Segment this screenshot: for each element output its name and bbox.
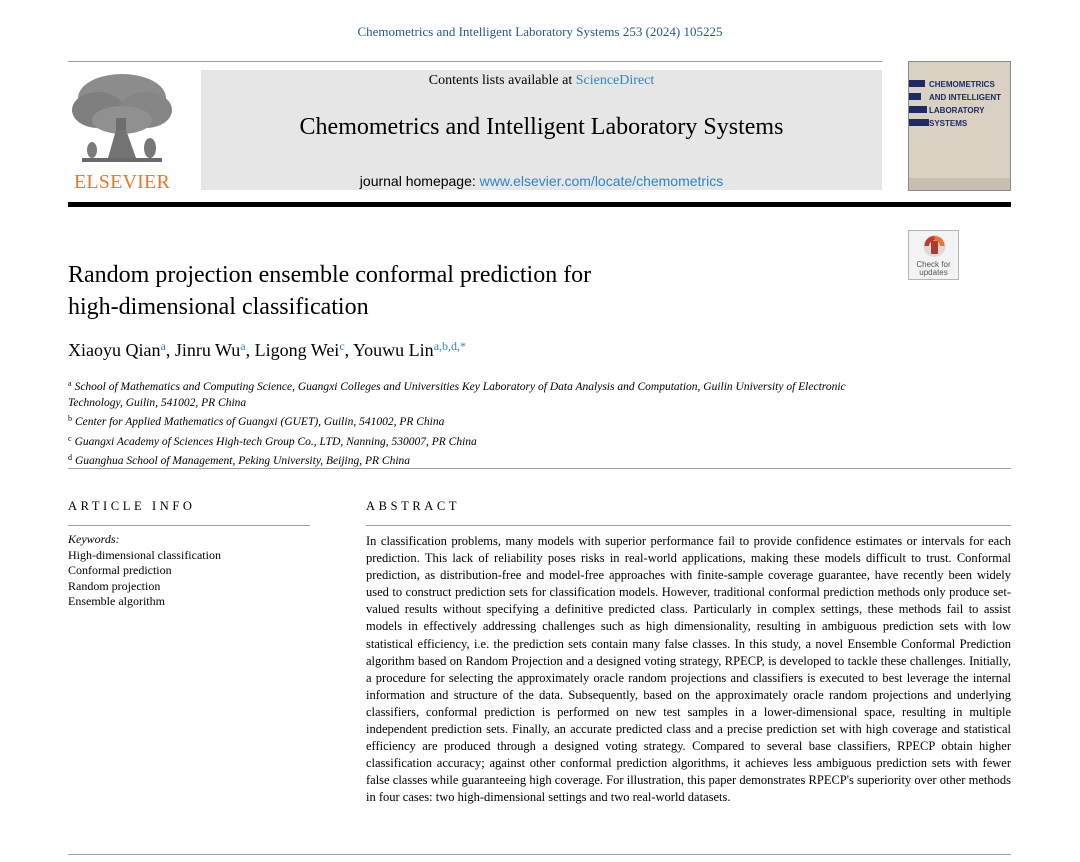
author-list — [68, 339, 466, 361]
affiliation-text: Guanghua School of Management, Peking University, Beijing, PR China — [75, 455, 411, 467]
keyword-item: Conformal prediction — [68, 563, 172, 577]
affiliation-mark: a — [68, 379, 72, 388]
author-name[interactable]: Ligong Wei — [254, 340, 340, 360]
contents-prefix: Contents lists available at — [428, 73, 576, 88]
publisher-wordmark: ELSEVIER — [73, 171, 171, 193]
abstract-text: In classification problems, many models with superior performance fail to provide confidence estimates or intervals for each prediction. This lack of reliability poses risks in real-world applications, making these models difficult to trust. Conformal prediction, as distribution-free and model-free approaches with finite-sample coverage guarantee, have recently been widely used to construct prediction sets for classification models. However, traditional conformal prediction methods only produce set-valued results without specifying a definitive predicted class. Particularly in complex settings, these methods fail to assist models in effectively addressing challenges such as high dimensionality, resulting in ambiguous prediction sets with low statistical efficiency, i.e. the prediction sets contain many false classes. In this study, a novel Ensemble Conformal Prediction algorithm based on Random Projection and a designed voting strategy, RPECP, is developed to tackle these challenges. Initially, a procedure for selecting the approximately oracle random projections and classifiers is executed to best leverage the internal information and structure of the data. Subsequently, based on the approximately oracle random projections and underlying classifiers, conformal prediction is performed on new test samples in a lower-dimensional space, resulting in multiple independent prediction sets. Finally, an accurate predicted class and a precise prediction set with high coverage and statistical efficiency are produced through a designed voting strategy. Compared to several base classifiers, RPECP obtain higher classification accuracy; against other conformal prediction algorithms, it achieves less ambiguous prediction sets with fewer false classes while guaranteeing high coverage. For illustration, this paper demonstrates RPECP's superiority over other methods in four cases: two high-dimensional settings and two real-world datasets. — [366, 534, 1011, 805]
badge-line2: updates — [919, 268, 948, 277]
cover-title-line: SYSTEMS — [929, 119, 968, 128]
cover-title — [929, 78, 1001, 130]
keywords-label: Keywords: — [68, 532, 120, 546]
author-separator: , — [344, 340, 353, 360]
keywords-block — [68, 532, 308, 610]
affiliation-text: Center for Applied Mathematics of Guangxi (GUET), Guilin, 541002, PR China — [75, 416, 445, 428]
author-name[interactable]: Xiaoyu Qian — [68, 340, 161, 360]
contents-available-line — [201, 73, 882, 89]
author-affiliation-marks[interactable]: c — [339, 339, 345, 353]
check-for-updates-label — [909, 261, 958, 277]
journal-homepage-link[interactable]: www.elsevier.com/locate/chemometrics — [479, 173, 724, 189]
cover-title-line: CHEMOMETRICS — [929, 80, 995, 89]
author-name[interactable]: Youwu Lin — [352, 340, 434, 360]
cover-footer-band — [909, 178, 1010, 190]
article-info-rule — [68, 525, 310, 526]
journal-homepage-line — [201, 173, 882, 189]
journal-citation-link[interactable]: Chemometrics and Intelligent Laboratory Systems 253 (2024) 105225 — [357, 24, 723, 39]
keyword-item: Ensemble algorithm — [68, 594, 165, 608]
cover-stripe — [909, 93, 921, 100]
cover-title-line: LABORATORY — [929, 106, 985, 115]
section-divider — [68, 468, 1011, 469]
journal-cover-thumbnail[interactable] — [908, 61, 1011, 191]
check-for-updates-badge[interactable] — [908, 230, 959, 280]
author-separator: , — [165, 340, 175, 360]
cover-stripe — [909, 106, 927, 113]
affiliation-mark: b — [68, 414, 72, 423]
article-title-line2: high-dimensional classification — [68, 294, 369, 320]
cover-stripe — [909, 119, 929, 126]
affiliation-mark: d — [68, 453, 72, 462]
journal-banner — [201, 70, 882, 190]
keyword-item: High-dimensional classification — [68, 547, 221, 562]
affiliation-list — [68, 376, 898, 470]
keyword-item: Random projection — [68, 578, 161, 593]
affiliation-mark: c — [68, 433, 72, 443]
affiliation-text: Guangxi Academy of Sciences High-tech Group Co., LTD, Nanning, 530007, PR China — [74, 435, 477, 448]
masthead-top-rule — [68, 61, 882, 62]
article-info-heading: ARTICLE INFO — [68, 499, 196, 513]
abstract-rule — [366, 525, 1011, 526]
author-affiliation-marks[interactable]: a,b,d,* — [433, 339, 467, 353]
affiliation-item — [68, 411, 898, 431]
author-affiliation-marks[interactable]: a — [240, 339, 246, 353]
sciencedirect-link[interactable]: ScienceDirect — [575, 73, 655, 88]
article-title — [68, 259, 868, 323]
affiliation-item — [68, 450, 898, 470]
cover-title-line: AND INTELLIGENT — [929, 93, 1001, 102]
badge-line1: Check for — [916, 260, 951, 269]
check-for-updates-icon — [909, 231, 960, 261]
author-separator: , — [245, 340, 255, 360]
affiliation-text: School of Mathematics and Computing Science, Guangxi Colleges and Universities Key Laboratory of Data Analysis and Computation, Guilin University of Electronic Technology, Guilin, 541002, PR China — [68, 381, 846, 409]
affiliation-item — [68, 376, 898, 411]
abstract-heading: ABSTRACT — [366, 499, 461, 513]
homepage-prefix: journal homepage: — [359, 173, 480, 189]
bottom-divider — [68, 854, 1011, 855]
article-title-line1: Random projection ensemble conformal prediction for — [68, 262, 592, 288]
affiliation-item — [68, 431, 898, 451]
author-affiliation-marks[interactable]: a — [160, 339, 166, 353]
author-name[interactable]: Jinru Wu — [174, 340, 241, 360]
journal-title: Chemometrics and Intelligent Laboratory Systems — [299, 114, 784, 140]
cover-stripe — [909, 80, 925, 87]
masthead-thick-rule — [68, 202, 1011, 207]
